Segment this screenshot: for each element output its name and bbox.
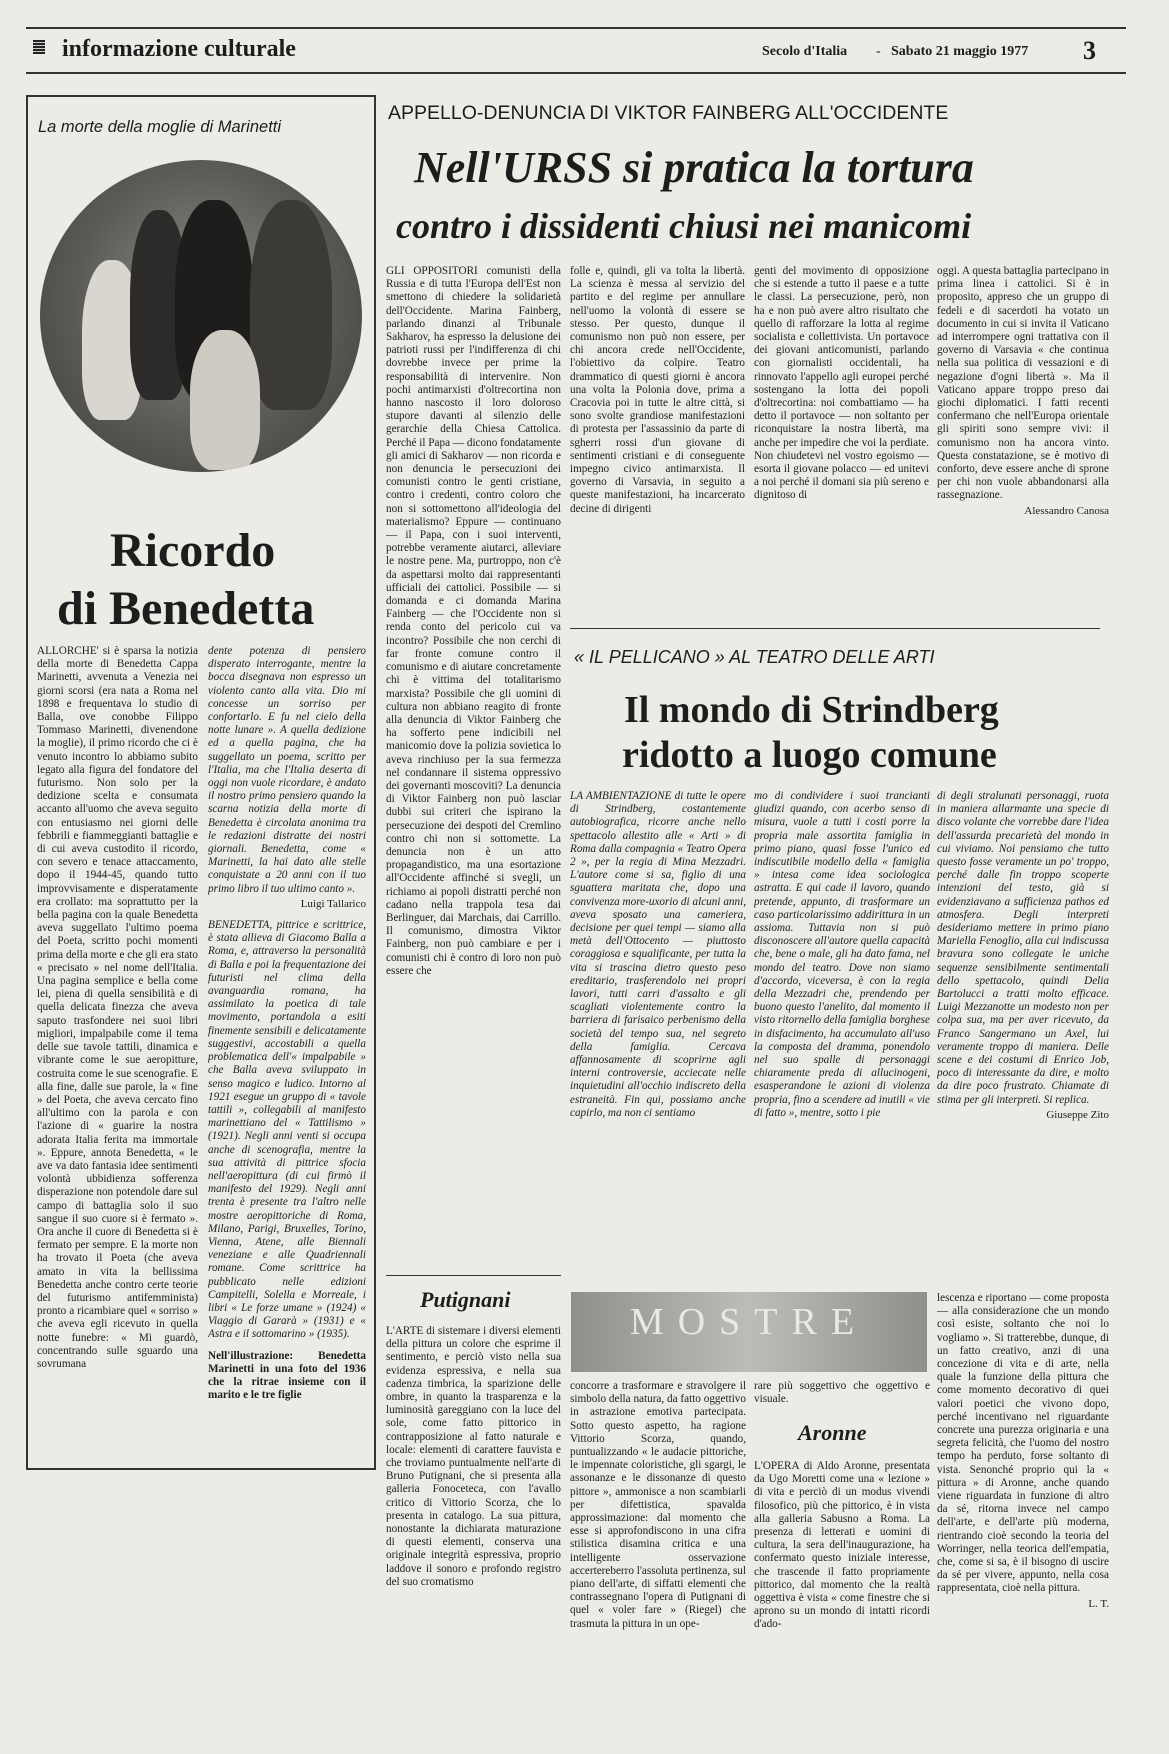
marinetti-title-1: Ricordo — [110, 524, 276, 577]
marinetti-title-2: di Benedetta — [57, 582, 315, 635]
marinetti-bio: BENEDETTA, pittrice e scrittrice, è stata allieva di Giacomo Balla a Roma, e, attraverso la personalità di Balla e poi la frequentazione dei futuristi nel clima della avanguardia romana, ha assimilato la poetica di tale movimento, portandola a esiti finemente sensibili e delicatamente suggestivi, accostabili a quella problematica dell'« impalpabile » che Balla aveva sviluppato in senso magico e ludico. Intorno al 1921 esegue un gruppo di « tavole tattili », collegabili al manifesto marinettiano del « Tattilismo » (1921). Negli anni venti si occupa anche di scenografia, mentre la sua attività di pittrice sfocia nell'aeropittura (di cui firmò il manifesto del 1929). Negli anni trenta è presente tra l'altro nelle mostre aeropittoriche di Roma, Milano, Parigi, Bruxelles, Torino, Vienna, Atene, alle Biennali veneziane e alle Quadriennali romane. Come scrittrice ha pubblicato nelle edizioni Campitelli, Solella e Morreale, i libri « Le forze umane » (1924) « Viaggio di Gararà » (1931) e « Astra e il sottomarino » (1935). — [208, 919, 366, 1341]
photo-caption: Nell'illustrazione: Benedetta Marinetti in una foto del 1936 che la ritrae insieme con il marito e le tre figlie — [208, 1349, 366, 1402]
fainberg-body-2: folle e, quindi, gli va tolta la libertà. La scienza è messa al servizio del partito e del regime per annullare nell'uomo la volontà di essere se stesso. Per questo, dunque il comunismo non può non essere, per chi ancora crede nell'Occidente, l'obiettivo da colpire. Teatro drammatico di questi giorni è ancora una volta la Polonia dove, prima a Cracovia poi in tutte le altre città, si sono svolte grandiose manifestazioni di protesta per l'assassinio da parte di sgherri rossi d'un giovane di sentimenti cristiani e di conseguente impegno civico antimarxista. Il governo di Varsavia, in seguito a queste manifestazioni, ha incarcerato decine di dirigenti — [570, 265, 745, 515]
page-number: 3 — [1083, 36, 1096, 65]
masthead-separator: - — [876, 44, 881, 59]
putignani-body-2: concorre a trasformare e stravolgere il simbolo della natura, da fatto oggettivo in astrazione emotiva partecipata. Sotto questo aspetto, ha ragione Vittorio Scorza, quando, puntualizzando « le audacie pittoriche, le impennate coloristiche, gli sgargi, le assonanze e le dissonanze di questo pittore », ammonisce a non scambiarli per difettistica, spavalda approssimazione: dal momento che esse si approfondiscono in una cifra stilistica disamina critica e una intelligente osservazione accertereberro l'assoluta pertinenza, sul piano dell'arte, di siffatti elementi che contrassegnano l'opera di Putignani di quel « voler fare » (Riegel) che trasmuta la pittura in un ope- — [570, 1380, 746, 1630]
marinetti-column-1 — [37, 645, 198, 1460]
section-label: informazione culturale — [62, 36, 296, 62]
fainberg-column-1 — [386, 265, 561, 1250]
fainberg-body-3: genti del movimento di opposizione che si estende a tutto il paese e a tutte le classi. La persecuzione, però, non ha e non può avere altro risultato che quello di rafforzare la lotta al regime socialista e collettivista. Un portavoce dei giovani anticomunisti, parlando con giornalisti occidentali, ha rinnovato l'appello agli europei perché sostengano la lotta dei popoli d'oltrecortina: noi combattiamo — ha detto il portavoce — non soltanto per riconquistare la nostra libertà, ma anche per impedire che voi la perdiate. Non chiudetevi nel vostro egoismo — esorta il giovane polacco — ed unitevi a noi perché il domani sia più sereno e dignitoso di — [754, 265, 929, 502]
strindberg-kicker: « IL PELLICANO » AL TEATRO DELLE ARTI — [574, 647, 935, 667]
marinetti-body-1: ALLORCHE' si è sparsa la notizia della morte di Benedetta Cappa Marinetti, avvenuta a Venezia nei giorni scorsi (era nata a Roma nel 1898 e frequentava lo studio di Balla, ove conobbe Filippo Tommaso Marinetti, divenendone la moglie), il primo ricordo che ci è venuto incontro lo abbiamo subito legato alla figura del fondatore del futurismo. Non solo per la dedizione scelta e consumata accanto all'uomo che aveva seguito con entusiasmo nei giorni delle febbrili e fiammeggianti battaglie e di cui aveva custodito il ricordo, con severo e tenace attaccamento, dopo il 1944-45, quando tutto improvvisamente e disperatamente era crollato: ma soprattutto per la bella pagina con la quale Benedetta aveva suggellato l'ultimo poema del Poeta, scritto pochi momenti prima della morte e che gli era stato « precisato » nel nome dell'Italia. Una pagina semplice e bella come lei, piena di quella sensibilità e di quella delicata finezza che aveva saputo trasfondere nei suoi libri migliori, impalpabile come il tema delle sue tavole tattili, dinamica e vibrante come le sue aeropitture, costruita come le sue scenografie. E alla fine, dalle sue parole, la « fine » del Poeta, che aveva cercato fino all'ultimo con la parola e con l'azione di « guarire la nostra adorata Italia ferita ma immortale ». Eppure, annota Benedetta, « le ave va dato fantasia idee sentimenti volontà ubbidienza sofferenza disperazione non potendole dare sul campo di battaglia solo il suo sangue il suo cuore si è fermato ». Ora anche il cuore di Benedetta si è fermato per sempre. E la morte non ha trovato il Poeta (che aveva amato in vita la bellissima Benedetta anche contro certe teorie del futurismo antifemminista) pronto a ricambiare quel « sorriso » che aveva egli ricevuto in quella notte funebre: « Mi guardò, concentrando sulle sguardo una sovrumana — [37, 645, 198, 1370]
putignani-body-3: rare più soggettivo che oggettivo e visuale. — [754, 1380, 930, 1406]
putignani-title: Putignani — [420, 1287, 511, 1312]
strindberg-title-2: ridotto a luogo comune — [622, 734, 997, 776]
marinetti-signature: Luigi Tallarico — [300, 897, 366, 910]
issue-date: Sabato 21 maggio 1977 — [891, 44, 1029, 59]
strindberg-body-1: LA AMBIENTAZIONE di tutte le opere di Strindberg, costantemente autobiografica, ricorre anche nello spettacolo allestito alle « Arti » di Roma dalla compagnia « Teatro Opera 2 », per la regia di Mina Mezzadri. L'autore come si sa, figlio di una sguattera maritata che, dopo una convivenza more-uxorio di alcuni anni, aveva sposato una cameriera, decisione per quei tempi — siamo alla metà dell'Ottocento — piuttosto coraggiosa e squalificante, per tutta la vita si trascina dietro questo peso ereditario, trasferendolo nei propri lavori, tutti carri d'assalto e gli scagliati violentemente contro la barriera di farisaico perbenismo della società del tempo sua, nel segreto della famiglia. Cercava affannosamente di scoprirne agli interni controversie, acciecate nelle inquietudini all'occhio indiscreto della estraneità. Fin qui, possiamo anche capirlo, ma non ci sentiamo — [570, 790, 746, 1119]
putignani-body-1: L'ARTE di sistemare i diversi elementi della pittura un colore che esprime il sentimento, e perciò visto nella sua evidenza espressiva, e nella sua cadenza timbrica, la sparizione delle ombre, in quanto la trasparenza e la luminosità gareggiano con la luce del sole, come fatto pittorico in contrapposizione al fatto naturale e locale: elementi di carattere fauvista e che troviamo puntualmente nell'arte di Bruno Putignani, che si presenta alla galleria Fonoceteca, con l'avallo critico di Vittorio Scorza, che lo presenta in catalogo. La sua pittura, nonostante la dichiarata maturazione di questi elementi, conserva una originale integrità espressiva, proprio laddove il sonoro e profondo registro del suo cromatismo — [386, 1325, 561, 1588]
aronne-column-1 — [754, 1460, 930, 1735]
top-rule — [26, 27, 1126, 29]
fainberg-column-4 — [937, 265, 1109, 610]
putignani-column-3 — [754, 1380, 930, 1410]
strindberg-title-1: Il mondo di Strindberg — [624, 689, 999, 731]
aronne-body-2: lescenza e riportano — come proposta — alla considerazione che un mondo così esiste, soltanto che noi lo vogliamo ». Si tratterebbe, dunque, di un fatto creativo, anzi di una concezione di vita e di arte, nella quale la funzione della pittura che come momento decorativo di quei valori poetici che vivono dopo, perché incentivano nel riguardante concrete una purezza originaria e una segreta felicità, che l'uomo del nostro tempo ha perduto, forse soltanto di vista. Senonché proprio qui la « pittura » di Aronne, anche quando viene riguardata in funzione di altro da sé, ritorna invece nel campo dell'arte, e dell'arte più moderna, rientrando cioè secondo la teoria del Worringer, nella teorica dell'empatia, che, come si sa, è il bisogno di uscire da sé per vivere, appunto, nella cosa rappresentata, cioè nella pittura. — [937, 1292, 1109, 1595]
aronne-column-2 — [937, 1292, 1109, 1735]
fainberg-kicker: APPELLO-DENUNCIA DI VIKTOR FAINBERG ALL'OCCIDENTE — [388, 102, 949, 124]
mostre-banner-text: MOSTRE — [629, 1301, 869, 1343]
masthead-rule — [26, 72, 1126, 74]
photo-figure-front-girl — [190, 330, 260, 470]
putignani-top-rule — [386, 1275, 561, 1276]
strindberg-column-1 — [570, 790, 746, 1250]
marinetti-kicker: La morte della moglie di Marinetti — [38, 118, 282, 136]
strindberg-column-3 — [937, 790, 1109, 1250]
family-photo — [40, 160, 362, 472]
strindberg-signature: Giuseppe Zito — [1046, 1108, 1109, 1121]
fainberg-title-2: contro i dissidenti chiusi nei manicomi — [396, 206, 972, 246]
strindberg-top-rule — [570, 628, 1100, 629]
fainberg-column-2 — [570, 265, 745, 605]
aronne-body-1: L'OPERA di Aldo Aronne, presentata da Ugo Moretti come una « lezione » di vita e perciò di un modus vivendi filosofico, più che pittorico, è in vista alla galleria Sabusno a Roma. La presenza di letterati e uomini di cultura, la sera dell'inaugurazione, ha confermato questo iniziale interesse, che trascende il fatto propriamente pittorico, dal momento che la realtà oggettiva è vista « come finestre che si aprono su un mondo di intatti ricordi d'ado- — [754, 1460, 930, 1631]
section-marker-icon — [33, 40, 45, 54]
fainberg-signature: Alessandro Canosa — [1024, 504, 1109, 517]
aronne-signature: L. T. — [1088, 1597, 1109, 1610]
aronne-title: Aronne — [798, 1420, 867, 1445]
fainberg-column-3 — [754, 265, 929, 605]
fainberg-body-1: GLI OPPOSITORI comunisti della Russia e di tutta l'Europa dell'Est non smettono di chiedere la solidarietà dell'Occidente. Marina Fainberg, parlando dinanzi al Tribunale Sakharov, ha espresso la delusione dei patrioti russi per l'indifferenza di chi dovrebbe invece per prime la responsabilità di intervenire. Non pochi antimarxisti d'oltrecortina non hanno nascosto il loro doloroso stupore davanti al silenzio delle gerarchie della Chiesa Cattolica. Perché il Papa — dicono fondatamente gli amici di Sakharov — non ricorda e non denuncia le persecuzioni dei comunisti contro le genti cristiane, contro i credenti, contro coloro che non si sottomettono all'ideologia del materialismo? Eppure — continuano — il Papa, con i suoi interventi, potrebbe veramente aiutarci, alleviare le nostre pene. Ma, purtroppo, non c'è da aspettarsi molto dai rappresentanti ufficiali dei cattolici. Possibile — si domanda e ci domanda Marina Fainberg — che l'Occidente non si renda conto del pericolo cui va incontro? Possibile che non cerchi di far fronte comune contro il comunismo e di aiutare concretamente chi è vittima del totalitarismo marxista? Possibile che gli uomini di cultura non abbiano reagito di fronte alla denuncia di Viktor Fainberg che ha sofferto pene indicibili nel manicomio dove la polizia sovietica lo aveva rinchiuso per la sua fermezza nel condannare il sistema oppressivo dei governanti moscoviti? La denuncia di Viktor Fainberg non può lasciar dubbi sui criteri che ispirano la persecuzione dei despoti del Cremlino contro chi non si sottomette. La denuncia non è un atto propagandistico, ma una esortazione all'Occidente affinché si svegli, un richiamo ai popoli distratti perché non cadano nella trappola tesa dai Berlinguer, dai Marchais, dai Carrillo. Il comunismo, dimostra Viktor Fainberg, non può cambiare e per i comunisti chi è contro di loro non può essere che — [386, 265, 561, 977]
marinetti-column-2 — [208, 645, 366, 1460]
putignani-column-2 — [570, 1380, 746, 1735]
newspaper-name: Secolo d'Italia — [762, 44, 848, 59]
marinetti-body-2: dente potenza di pensiero disperato interrogante, mentre la bocca disegnava non espresso un violento canto alla vita. Dio mi concesse un sorriso per confortarlo. E fu nel cielo della notte lunare ». A quella dedizione ed a quella pagina, che ha suggellato un poema, scritto per l'Italia, ma che l'Italia deserta di oggi non vuole ricordare, è andato il nostro primo pensiero quando la scarna notizia della morte di Benedetta è circolata anonima tra le redazioni distratte dei nostri giornali. Benedetta, come « Marinetti, la hai dato alle stelle conquistate a 20 anni con il tuo primo libro il tuo ultimo canto ». — [208, 645, 366, 895]
strindberg-body-2: mo di condividere i suoi trancianti giudizi quando, con acerbo senso di misura, vuole a tutti i costi porre la propria male assortita famiglia in primo piano, quasi fosse l'unico ed indiscutibile modello della « famiglia » intesa come idea sociologica astratta. E qui cade il lavoro, quando pretende, appunto, di trasformare un caso particolarissimo addirittura in un assioma. Tuttavia non si può disconoscere all'autore quella capacità che, bene o male, gli ha dato fama, nel mondo del teatro. Dove non siamo d'accordo, viceversa, è con la regia della Mezzadri che, prendendo per buono questo l'anelito, dal momento il visto ritornello della famiglia borghese in disfacimento, ha accumulato all'uso la composta del dramma, ponendolo nel suo spalle di personaggi chiaramente preda di allucinogeni, esasperandone le azioni di violenza propria, fino a scendere ad inutili « vie di fatto », mentre, sotto i pie — [754, 790, 930, 1119]
putignani-column-1 — [386, 1325, 561, 1735]
photo-figure-woman — [250, 200, 332, 410]
fainberg-title-1: Nell'URSS si pratica la tortura — [414, 143, 974, 192]
fainberg-body-4: oggi. A questa battaglia partecipano in prima linea i cattolici. Si è in proposito, appreso che un gruppo di fedeli e di sacerdoti ha votato un documento in cui si invita il Vaticano ad interrompere ogni trattativa con il governo di Varsavia « che continua nella sua politica di vessazioni e di negazione d'ogni libertà ». Ma il Vaticano appare troppo preso dai giochi diplomatici. I fatti recenti confermano che nell'Europa orientale gli spiriti sono sempre vivi: il comunismo non ha ancora vinto. Questa constatazione, se è motivo di conforto, deve essere anche di sprone per chi non vuole abbandonarsi alla rassegnazione. — [937, 265, 1109, 502]
strindberg-body-3: di degli stralunati personaggi, ruota in maniera allarmante una specie di disco volante che vorrebbe dare l'idea dell'assurda precarietà del mondo in cui viviamo. Noi pensiamo che tutto questo fosse veramente un po' troppo, perché dalle fin troppo scoperte intenzioni del testo, già si evidenziavano a sufficienza pathos ed atmosfera. Degli interpreti desideriamo mettere in primo piano Mariella Fenoglio, alla cui indiscussa bravura sono collegate le uniche sequenze sensibilmente sentimentali dello spettacolo, quindi Delia Bartolucci a tratti molto efficace. Luigi Mezzanotte un modesto non per colpa sua, ma per aver ricevuto, da Franco Sangermano un Axel, lui veramente troppo di maniera. Delle scene e dei costumi di Enrico Job, poco di interessante da dire, e molto da dire poco frustrato. Chiamate di stima per gli interpreti. Si replica. — [937, 790, 1109, 1106]
strindberg-column-2 — [754, 790, 930, 1250]
